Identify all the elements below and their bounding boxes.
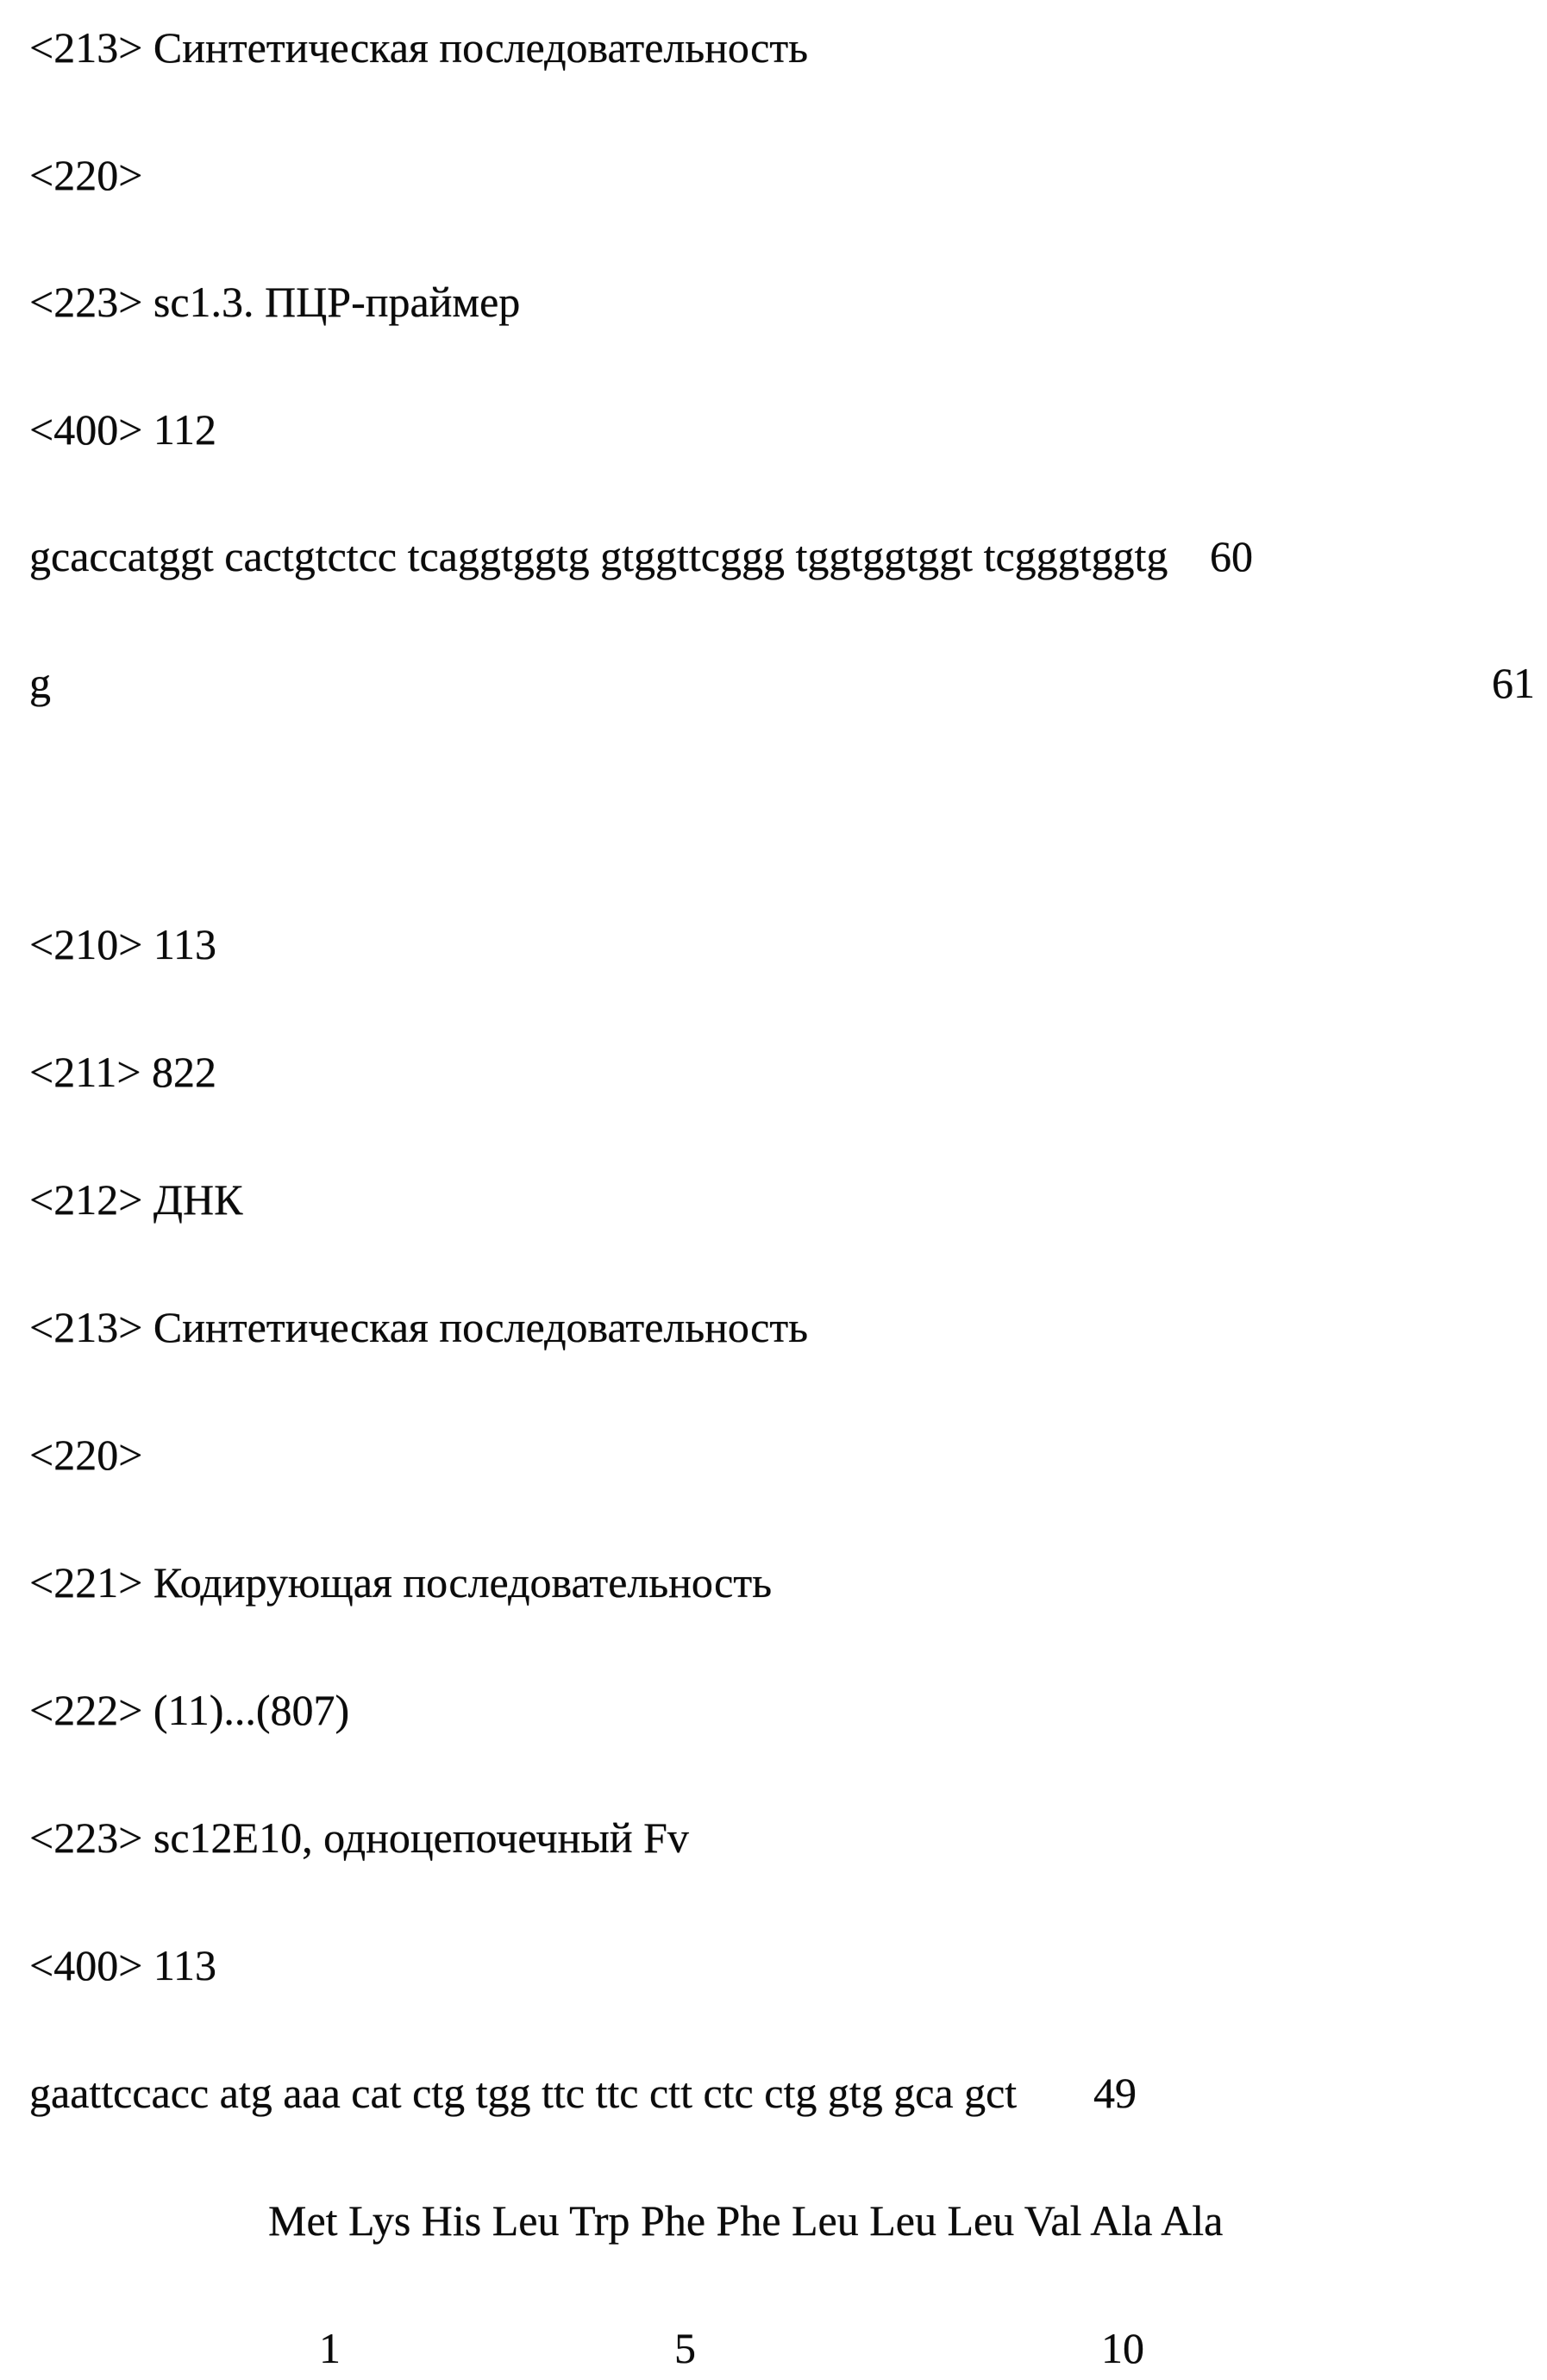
tag-text: <400> 113 <box>29 1941 217 1989</box>
tag-line-211-seq113 <box>0 1050 1547 1111</box>
tag-text: <210> 113 <box>29 920 217 968</box>
nucleotide-sequence-line <box>0 532 1547 595</box>
tag-text: <211> 822 <box>29 1048 217 1096</box>
tag-line-220-seq112 <box>0 153 1547 214</box>
tag-text: <221> Кодирующая последовательность <box>29 1558 773 1606</box>
tag-line-222-seq113 <box>0 1688 1547 1749</box>
tag-line-400-seq112 <box>0 405 1547 468</box>
tag-line-220-seq113 <box>0 1433 1547 1494</box>
tag-text: <400> 112 <box>29 405 217 454</box>
dna-codon-text: gaattccacc atg aaa cat ctg tgg ttc ttc ctt ctc ctg gtg gca gct <box>29 2069 1018 2117</box>
tag-line-400-seq113 <box>0 1941 1547 2004</box>
amino-acid-line <box>0 2196 1547 2259</box>
sequence-position-number: 60 <box>1210 532 1253 580</box>
residue-position-number: 1 <box>319 2324 341 2372</box>
residue-position-number: 10 <box>1101 2324 1144 2372</box>
tag-text: <220> <box>29 1431 143 1479</box>
tag-text: <212> ДНК <box>29 1175 243 1224</box>
nucleotide-sequence-line <box>0 661 1547 722</box>
tag-line-210-seq113 <box>0 920 1547 983</box>
tag-text: <222> (11)...(807) <box>29 1686 350 1734</box>
tag-text: <213> Синтетическая последовательность <box>29 1303 809 1351</box>
tag-line-223-seq112 <box>0 280 1547 341</box>
tag-text: <220> <box>29 151 143 199</box>
tag-line-213-seq112 <box>0 23 1547 86</box>
dna-codon-line <box>0 2071 1547 2132</box>
tag-line-223-seq113 <box>0 1813 1547 1876</box>
tag-line-221-seq113 <box>0 1558 1547 1621</box>
tag-line-212-seq113 <box>0 1175 1547 1238</box>
residue-position-number: 5 <box>674 2324 696 2372</box>
tag-text: <223> sc12E10, одноцепочечный Fv <box>29 1813 689 1862</box>
sequence-position-number: 49 <box>1093 2069 1137 2117</box>
tag-text: <223> sc1.3. ПЦР-праймер <box>29 278 521 326</box>
sequence-position-number: 61 <box>1492 659 1535 707</box>
residue-position-ruler <box>0 2324 1547 2380</box>
nucleotide-sequence-text: gcaccatggt cactgtctcc tcaggtggtg gtggttcggg tggtggtggt tcgggtggtg <box>29 532 1168 580</box>
tag-text: <213> Синтетическая последовательность <box>29 23 809 72</box>
amino-acid-text: Met Lys His Leu Trp Phe Phe Leu Leu Leu Val Ala Ala <box>268 2196 1224 2245</box>
tag-line-213-seq113 <box>0 1303 1547 1366</box>
nucleotide-sequence-text: g <box>29 659 51 707</box>
